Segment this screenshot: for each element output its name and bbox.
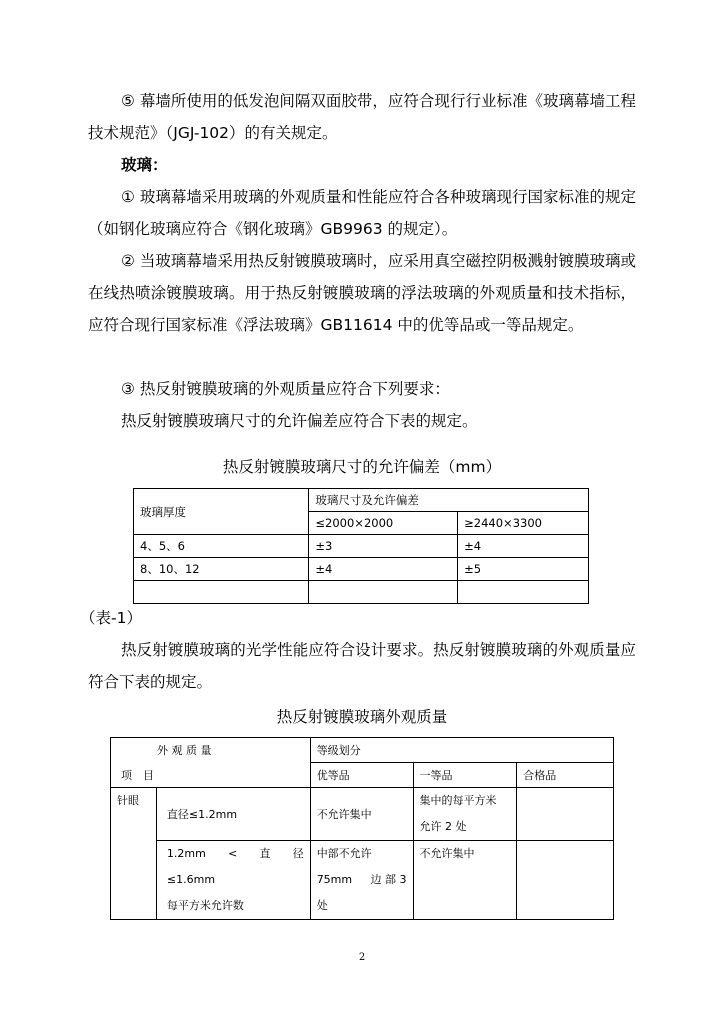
table2-cell xyxy=(156,841,310,920)
table1-header-small: ≤2000×2000 xyxy=(309,512,458,535)
table2-cell-line: ≤1.6mm xyxy=(166,873,216,886)
table2-cell xyxy=(310,841,413,920)
table1-cell: 8、10、12 xyxy=(134,558,309,581)
table1-cell xyxy=(309,581,458,604)
table1-header-thickness: 玻璃厚度 xyxy=(134,489,309,535)
table2-text: 边 部 3 xyxy=(370,873,407,886)
table2-header-qualified: 合格品 xyxy=(517,763,614,788)
table-row xyxy=(134,535,589,558)
table2-header-grade: 等级划分 xyxy=(310,738,613,763)
table1-cell: 4、5、6 xyxy=(134,535,309,558)
table2-cell-line: 中部不允许 xyxy=(316,847,372,860)
paragraph-reflective-glass: ② 当玻璃幕墙采用热反射镀膜玻璃时，应采用真空磁控阴极溅射镀膜玻璃或在线热喷涂镀膜玻璃。用于热反射镀膜玻璃的浮法玻璃的外观质量和技术指标，应符合现行国家标准《浮法玻璃》GB11614 中的优等品或一等品规定。 xyxy=(88,252,636,334)
table2-cell-line xyxy=(317,867,407,893)
table2-cell-line: 每平方米允许数 xyxy=(166,899,244,912)
table2-header-excellent: 优等品 xyxy=(310,763,413,788)
table2-cell: 直径≤1.2mm xyxy=(156,788,310,841)
table2-text: 1.2mm xyxy=(166,847,206,860)
size-deviation-table xyxy=(133,488,589,604)
table2-cell xyxy=(517,788,614,841)
table2-text: 径 xyxy=(292,847,304,860)
table2-cell xyxy=(413,788,517,841)
table1-header-large: ≥2440×3300 xyxy=(458,512,589,535)
table-row xyxy=(111,841,614,920)
table1-header-size: 玻璃尺寸及允许偏差 xyxy=(309,489,589,512)
table2-cell-line: 允许 2 处 xyxy=(419,820,467,833)
table2-text: 直 xyxy=(259,847,271,860)
table1-title: 热反射镀膜玻璃尺寸的允许偏差（mm） xyxy=(222,458,502,476)
table1-caption: （表-1） xyxy=(80,609,142,627)
page-number: 2 xyxy=(358,952,366,963)
table2-header-quality: 外 观 质 量 xyxy=(111,738,311,763)
paragraph-glass-quality: ① 玻璃幕墙采用玻璃的外观质量和性能应符合各种玻璃现行国家标准的规定（如钢化玻璃应符合《钢化玻璃》GB9963 的规定）。 xyxy=(88,188,636,238)
table1-cell: ±4 xyxy=(309,558,458,581)
table2-title: 热反射镀膜玻璃外观质量 xyxy=(276,708,448,726)
table1-cell xyxy=(134,581,309,604)
table2-header-item: 项 目 xyxy=(111,763,311,788)
table-row xyxy=(134,558,589,581)
table-row xyxy=(134,581,589,604)
table2-text: < xyxy=(228,847,238,860)
paragraph-tape: ⑤ 幕墙所使用的低发泡间隔双面胶带，应符合现行行业标准《玻璃幕墙工程技术规范》（JGJ-102）的有关规定。 xyxy=(88,92,636,142)
table1-cell xyxy=(458,581,589,604)
paragraph-optical: 热反射镀膜玻璃的光学性能应符合设计要求。热反射镀膜玻璃的外观质量应符合下表的规定。 xyxy=(88,641,636,691)
table1-cell: ±5 xyxy=(458,558,589,581)
table2-header-first: 一等品 xyxy=(413,763,517,788)
table2-cell xyxy=(517,841,614,920)
table2-pinhole-label: 针眼 xyxy=(111,788,157,920)
appearance-quality-table xyxy=(110,737,614,920)
table2-cell-line xyxy=(167,841,304,867)
table2-cell-line: 集中的每平方米 xyxy=(419,794,497,807)
table2-cell-line: 处 xyxy=(316,899,328,912)
heading-glass: 玻璃： xyxy=(121,156,168,174)
paragraph-size-deviation: 热反射镀膜玻璃尺寸的允许偏差应符合下表的规定。 xyxy=(121,412,478,430)
table1-cell: ±4 xyxy=(458,535,589,558)
table2-cell: 不允许集中 xyxy=(310,788,413,841)
table1-cell: ±3 xyxy=(309,535,458,558)
table2-text: 75mm xyxy=(316,873,353,886)
paragraph-requirements: ③ 热反射镀膜玻璃的外观质量应符合下列要求： xyxy=(121,380,450,398)
table-row xyxy=(111,788,614,841)
table2-cell: 不允许集中 xyxy=(413,841,517,920)
